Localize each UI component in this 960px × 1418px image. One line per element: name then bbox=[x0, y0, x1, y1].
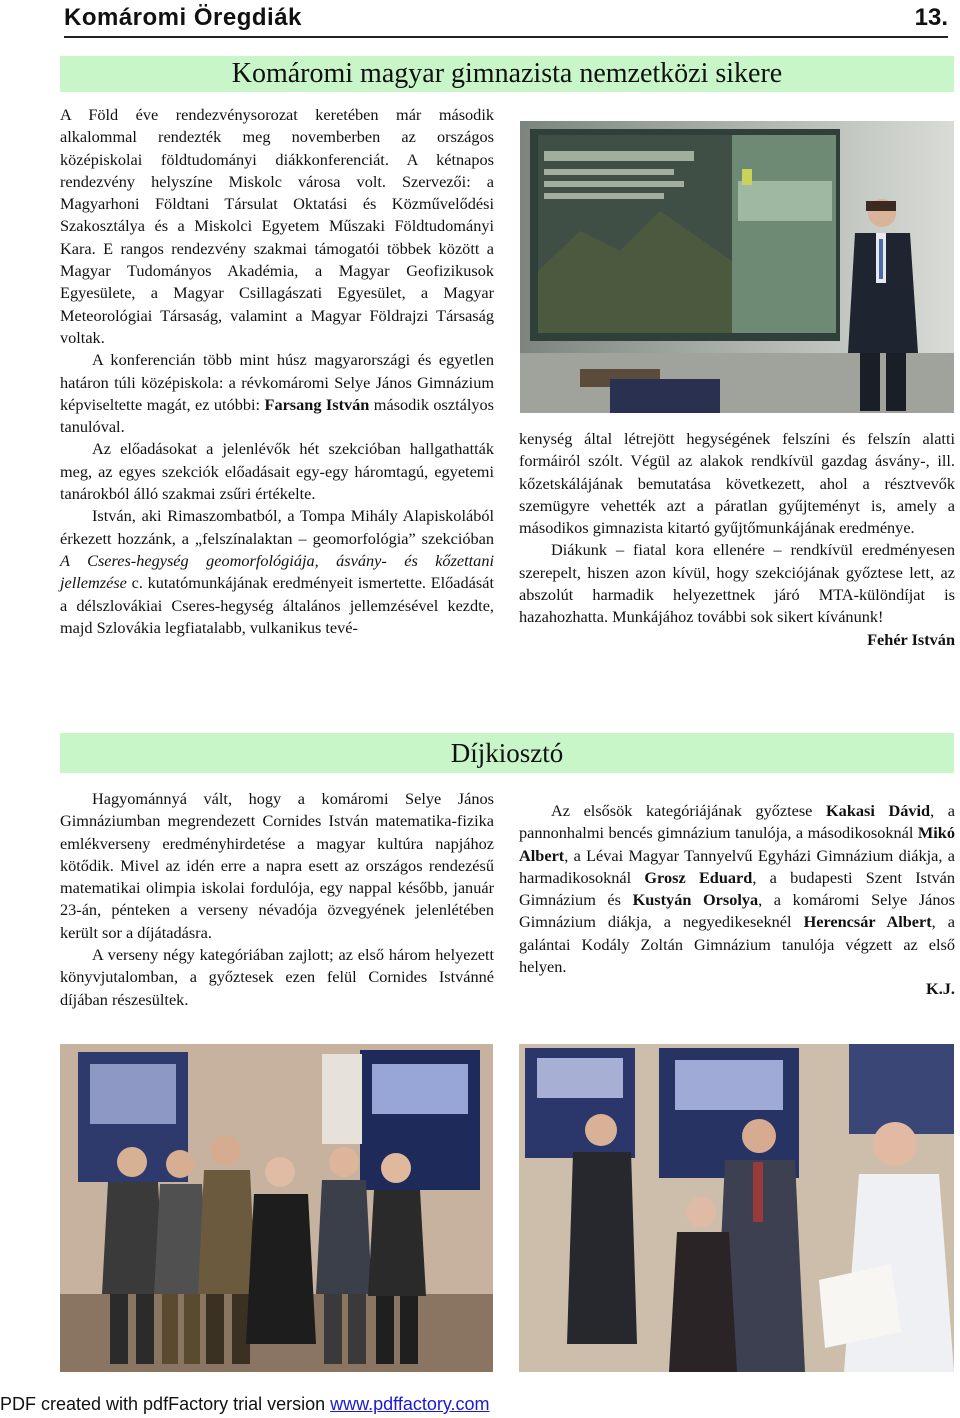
article1-right-column bbox=[519, 428, 955, 651]
article1-paragraph-2-tail: második osztályos tanulóval. bbox=[60, 394, 495, 437]
article1-paragraph-4-text: István, aki Rimaszombatból, a Tompa Mihály Alapiskolából érkezett hozzánk, a „felszínalaktan – geomorfológia” szekcióban bbox=[60, 506, 494, 548]
winners-text-3: , a Lévai Magyar Tannyelvű Egyházi Gimnázium diákja, a harmadikosoknál bbox=[519, 845, 955, 887]
winners-text-4: , a budapesti Szent István Gimnázium és bbox=[519, 867, 956, 910]
article2-paragraph-1: Hagyománnyá vált, hogy a komáromi Selye János Gimnáziumban megrendezett Cornides István matematika-fizika emlékverseny eredményhirdetése a magyar kultúra napjához kötődik. Mivel az idén erre a napra esett az országos rendezésű matematikai olimpia iskolai fordulója, egy nappal később, január 23-án, pénteken a verseny névadója özvegyének jelenlétében került sor a díjátadásra. bbox=[60, 789, 494, 942]
article1-paragraph-1: A Föld éve rendezvénysorozat keretében már második alkalommal rendezték meg novemberben az országos középiskolai földtudományi diákkonferenciát. A kétnapos rendezvény helyszíne Miskolc városa volt. Szervezői: a Magyarhoni Földtani Társulat Oktatási és Közművelődési Szakosztálya és a Miskolci Egyetem Műszaki Földtudományi Kara. E rangos rendezvény szakmai támogatói többek között a Magyar Tudományos Akadémia, a Magyar Geofizikusok Egyesülete, a Magyar Csillagászati Egyesület, a Magyar Meteorológiai Társaság, valamint a Magyar Földrajzi Társaság voltak. bbox=[60, 105, 494, 347]
presentation-photo-illustration bbox=[520, 121, 954, 413]
article2-signature: K.J. bbox=[926, 979, 955, 999]
winners-text-6: , a galántai Kodály Zoltán Gimnázium tanulója végzett az első helyen. bbox=[519, 912, 955, 977]
winners-text-5: , a komáromi Selye János Gimnázium diákja, a negyedikeseknél bbox=[519, 890, 955, 932]
article1-paragraph-3: Az előadásokat a jelenlévők hét szekcióban hallgathatták meg, az egyes szekciók előadásait egy-egy háromtagú, egyetemi tanárokból álló szakmai zsűri értékelte. bbox=[60, 439, 494, 504]
winners-text-2: , a pannonhalmi bencés gimnázium tanulója, a másodikosoknál bbox=[519, 801, 955, 843]
footer-text: PDF created with pdfFactory trial version bbox=[0, 1394, 331, 1414]
photo-award-ceremony bbox=[519, 1044, 954, 1372]
article1-right-paragraph-1: kenység által létrejött hegységének felszíni és felszín alatti formáiról szólt. Végül az alakok rendkívül gazdag ásvány-, ill. kőzetskálájának bemutatása következett, ahol a résztvevők szemügyre vehették azt a páratlan gyűjteményt is, amely a másodikos gimnazista kitartó gyűjtőmunkájának eredménye. bbox=[519, 429, 955, 538]
footer-link[interactable]: www.pdffactory.com bbox=[330, 1394, 490, 1414]
pdf-footer bbox=[0, 1393, 960, 1418]
article1-signature: Fehér István bbox=[867, 629, 955, 649]
article1-right-paragraph-2: Diákunk – fiatal kora ellenére – rendkívül eredményesen szerepelt, hiszen azon kívül, hogy szekciójának győztese lett, az abszolút harmadik helyezettnek járó MTA-különdíjat is hazahozhatta. Munkájához további sok sikert kívánunk! bbox=[519, 540, 955, 627]
article1-paragraph-4 bbox=[60, 505, 494, 639]
page-number: 13. bbox=[914, 4, 948, 31]
article2-right-column bbox=[519, 800, 955, 1001]
article1-left-column bbox=[60, 104, 494, 639]
article1-title: Komáromi magyar gimnazista nemzetközi sikere bbox=[60, 56, 954, 92]
winner-name-1: Kakasi Dávid bbox=[826, 801, 931, 820]
photo-winners-group bbox=[60, 1044, 493, 1372]
article2-title: Díjkiosztó bbox=[60, 733, 954, 773]
winners-group-photo-illustration bbox=[60, 1044, 493, 1372]
article1-paragraph-2-text: A konferencián több mint húsz magyarországi és egyetlen határon túli középiskola: a révkomáromi Selye János Gimnázium képviseltette magát, ez utóbbi: bbox=[60, 350, 494, 414]
article1-paragraph-4-tail: c. kutatómunkájának eredményeit ismertette. Előadását a délszlovákiai Cseres-hegység általános jellemzésével kezdte, majd Szlovákia legfiatalabb, vulkanikus tevé- bbox=[60, 573, 494, 637]
winner-name-3: Grosz Eduard bbox=[644, 867, 753, 887]
winner-name-5: Herencsár Albert bbox=[803, 912, 932, 932]
article2-left-column bbox=[60, 788, 494, 1011]
winners-text-1: Az elsősök kategóriájának győztese bbox=[551, 801, 827, 820]
article1-paragraph-2 bbox=[60, 349, 494, 438]
article2-paragraph-2: A verseny négy kategóriában zajlott; az első három helyezett könyvjutalomban, a győztesek ezen felül Cornides Istvánné díjában részesültek. bbox=[60, 945, 494, 1009]
page-header bbox=[64, 4, 948, 38]
presentation-title: A Cseres-hegység geomorfológiája, ásvány- és kőzettani jellemzése bbox=[60, 550, 494, 593]
photo-student-presentation bbox=[520, 121, 954, 413]
award-ceremony-photo-illustration bbox=[519, 1044, 954, 1372]
article2-winners-paragraph bbox=[519, 800, 955, 978]
student-name: Farsang István bbox=[264, 394, 370, 414]
running-title: Komáromi Öregdiák bbox=[64, 4, 302, 31]
winner-name-2: Mikó Albert bbox=[519, 823, 955, 865]
winner-name-4: Kustyán Orsolya bbox=[632, 890, 759, 910]
